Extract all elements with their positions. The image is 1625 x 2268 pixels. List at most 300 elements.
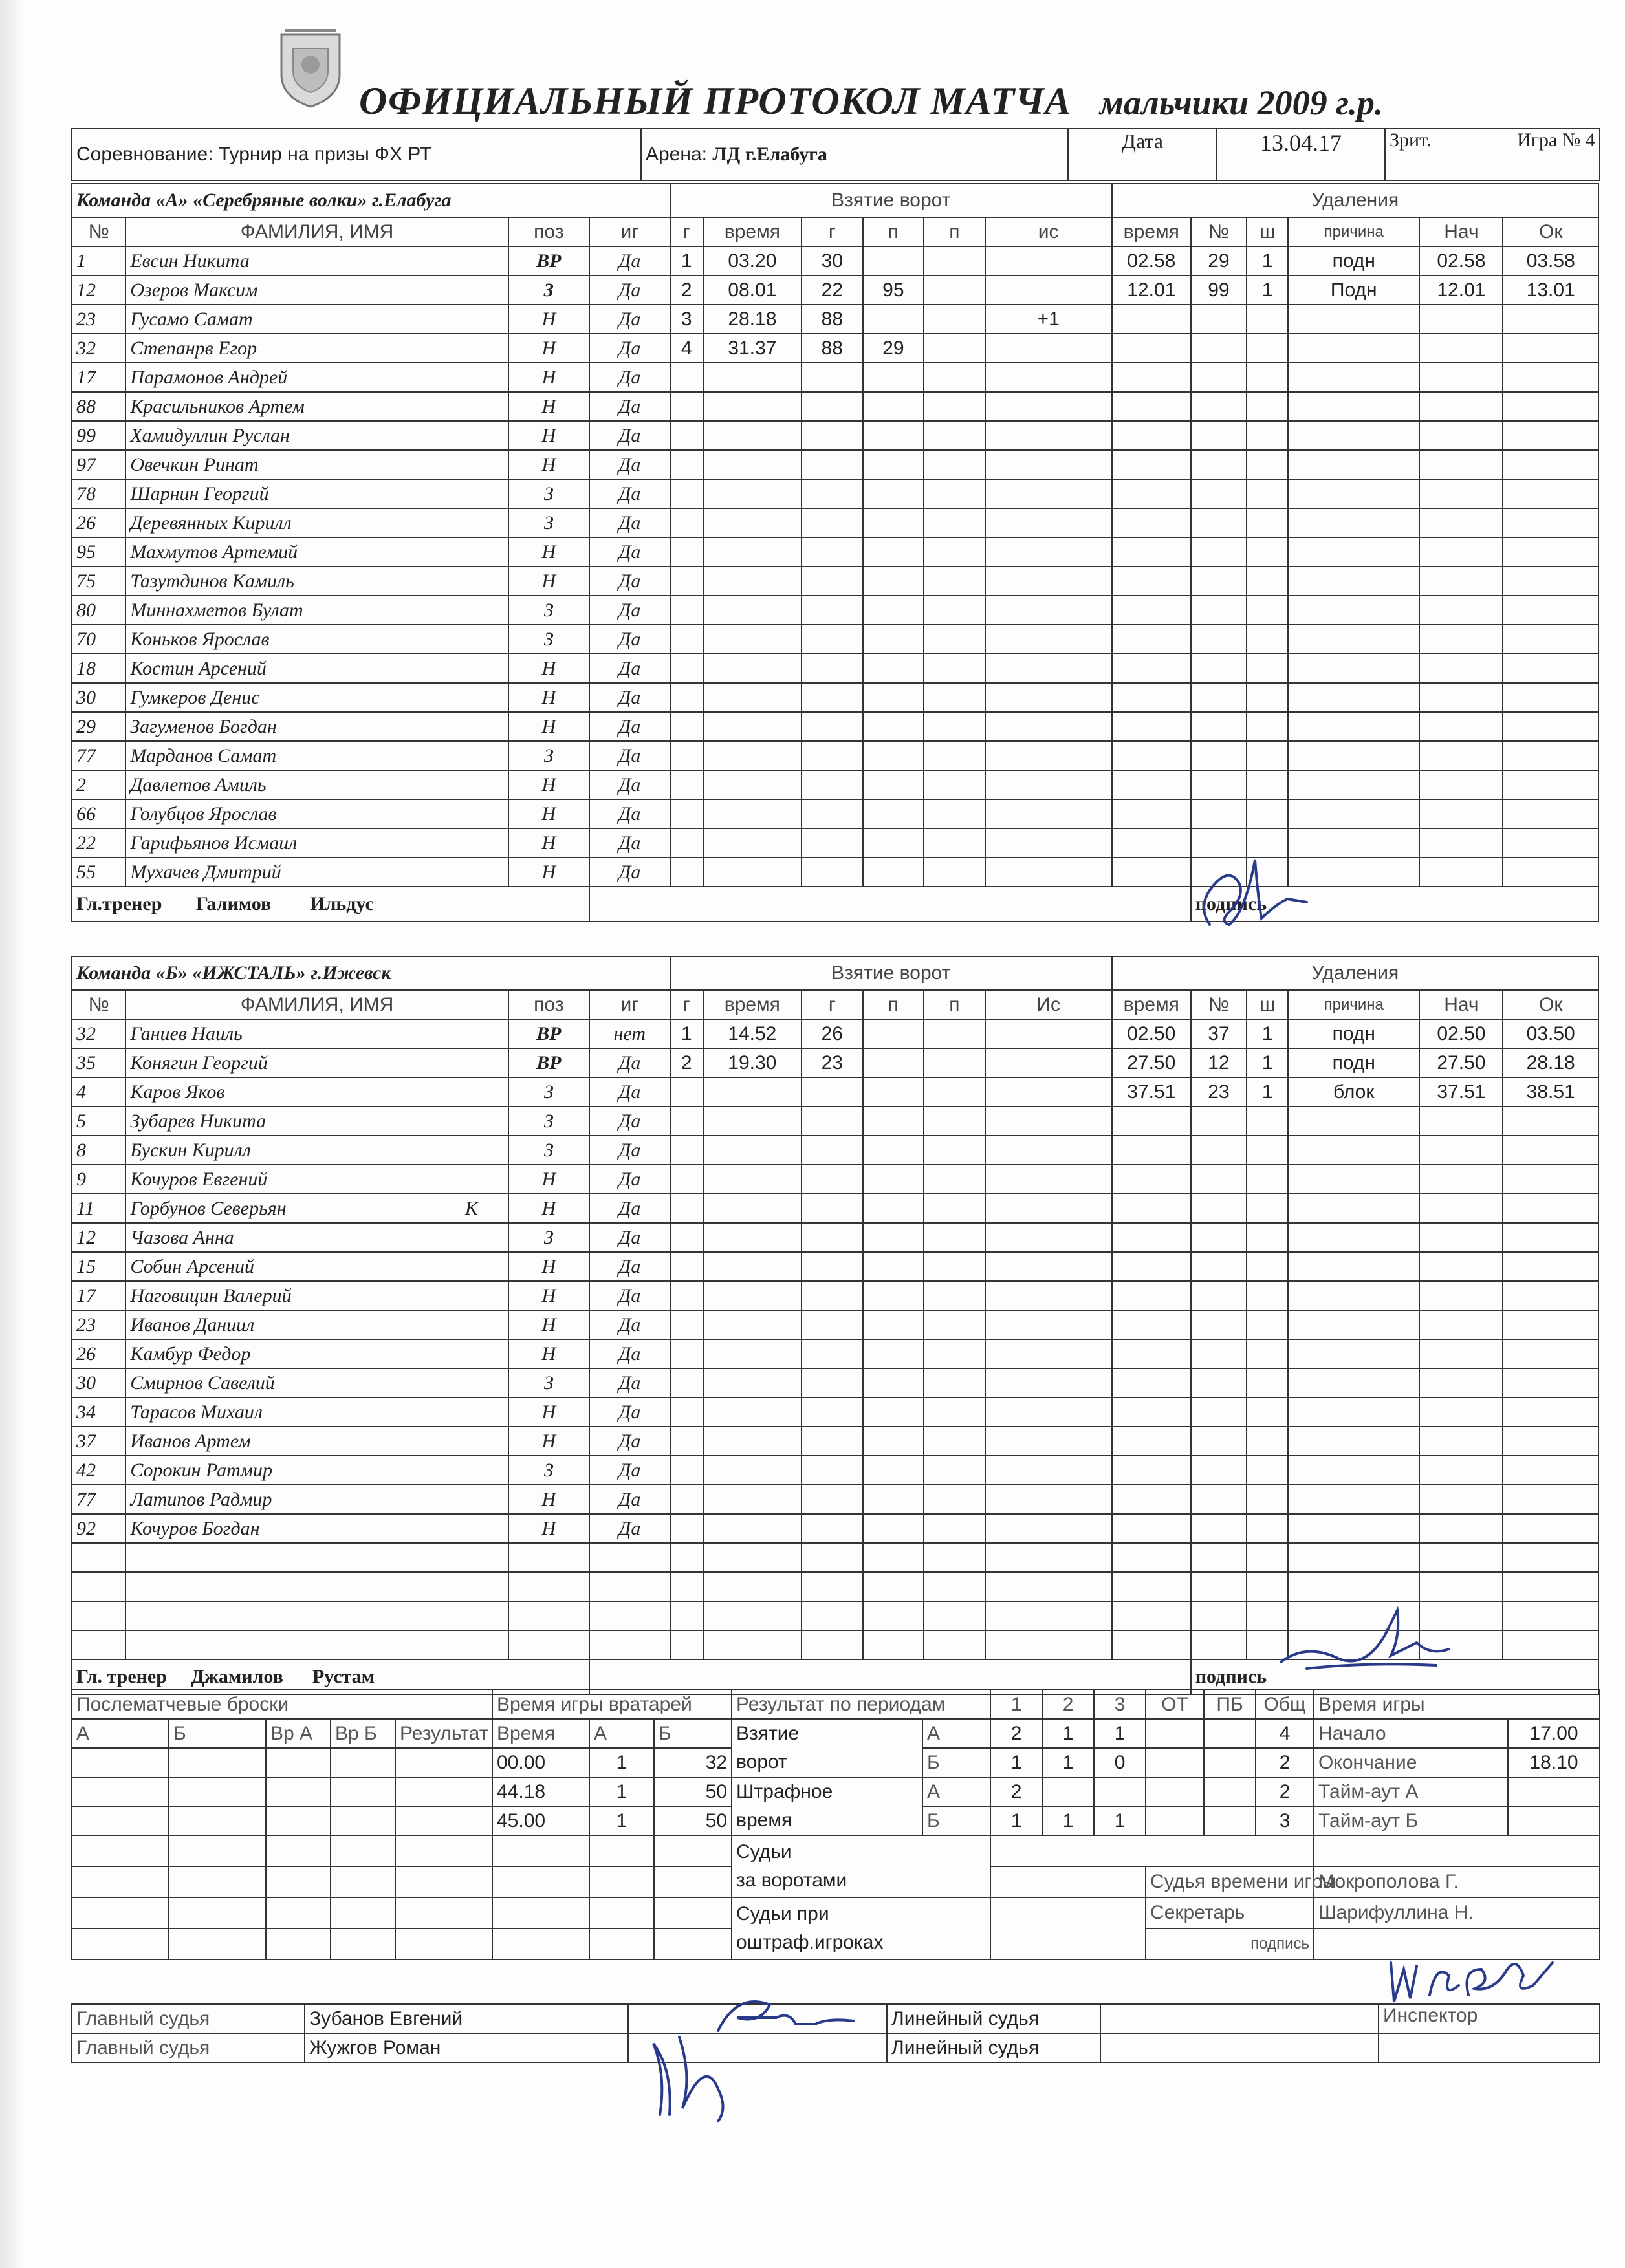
goal-time: 19.30 — [703, 1048, 802, 1077]
goal-assist-2 — [924, 1339, 985, 1368]
player-name — [125, 1601, 508, 1630]
goal-number — [670, 421, 703, 450]
penalty-end — [1503, 625, 1598, 654]
team-a-coach-cell — [72, 887, 589, 922]
player-played: Да — [589, 1136, 670, 1165]
goal-situation — [985, 625, 1112, 654]
player-number: 35 — [72, 1048, 125, 1077]
team-b-row — [72, 1485, 1598, 1514]
goal-situation — [985, 450, 1112, 479]
spectators-game-cell — [1385, 129, 1600, 180]
goal-situation — [985, 1223, 1112, 1252]
penalty-player — [1191, 1601, 1247, 1630]
penalty-time — [1112, 1572, 1191, 1601]
team-a-row — [72, 275, 1598, 305]
timeout-b-label: Тайм-аут Б — [1314, 1806, 1508, 1835]
penalty-player — [1191, 1252, 1247, 1281]
penalty-minutes — [1247, 1514, 1288, 1543]
penalty-end — [1503, 770, 1598, 799]
col-pen-num: № — [1191, 990, 1247, 1019]
penalty-end — [1503, 1368, 1598, 1398]
pen-a-total: 2 — [1256, 1777, 1314, 1806]
penalty-minutes — [1247, 1165, 1288, 1194]
penalty-time — [1112, 1456, 1191, 1485]
penalty-time — [1112, 799, 1191, 828]
col-goal-number: г — [670, 217, 703, 246]
col-goal-situation: ис — [985, 217, 1112, 246]
goal-assist-1 — [863, 246, 924, 275]
goal-number — [670, 1398, 703, 1427]
secretary-label: Секретарь — [1146, 1897, 1314, 1928]
penalty-start — [1419, 770, 1503, 799]
goal-assist-2 — [924, 567, 985, 596]
col-assist-2: п — [924, 990, 985, 1019]
pen-a-p1: 2 — [990, 1777, 1042, 1806]
penalty-reason — [1288, 567, 1419, 596]
player-played — [589, 1572, 670, 1601]
goal-situation — [985, 1339, 1112, 1368]
goal-scorer — [802, 508, 863, 537]
player-position: Н — [508, 770, 589, 799]
game-time-title: Время игры — [1314, 1690, 1600, 1719]
goal-time: 31.37 — [703, 334, 802, 363]
penalty-player — [1191, 1543, 1247, 1572]
penalty-minutes — [1247, 479, 1288, 508]
goal-assist-1 — [863, 1398, 924, 1427]
penalty-start — [1419, 799, 1503, 828]
penalty-end — [1503, 683, 1598, 712]
goal-assist-2 — [924, 246, 985, 275]
team-b-row — [72, 1456, 1598, 1485]
goal-number — [670, 799, 703, 828]
goal-scorer — [802, 537, 863, 567]
penalty-minutes — [1247, 537, 1288, 567]
timekeeper-name: Мокрополова Г. — [1314, 1866, 1600, 1897]
col-assist-1: п — [863, 990, 924, 1019]
goal-assist-1 — [863, 1252, 924, 1281]
match-info-table — [71, 128, 1600, 181]
goal-number — [670, 1543, 703, 1572]
player-played: Да — [589, 1048, 670, 1077]
goal-situation — [985, 1165, 1112, 1194]
goal-scorer — [802, 421, 863, 450]
penalty-minutes — [1247, 1427, 1288, 1456]
penalty-end — [1503, 392, 1598, 421]
goal-time: 08.01 — [703, 275, 802, 305]
team-b-row — [72, 1107, 1598, 1136]
penalty-minutes — [1247, 741, 1288, 770]
player-position: Н — [508, 1281, 589, 1310]
goal-number — [670, 567, 703, 596]
player-name: Тарасов Михаил — [125, 1398, 508, 1427]
penalty-end — [1503, 654, 1598, 683]
pen-b-pb — [1204, 1806, 1256, 1835]
player-position: З — [508, 275, 589, 305]
goal-assist-1 — [863, 1223, 924, 1252]
gk-row-2-time: 44.18 — [492, 1777, 589, 1806]
penalty-player — [1191, 741, 1247, 770]
goal-situation — [985, 1019, 1112, 1048]
goal-assist-2 — [924, 1456, 985, 1485]
penalty-end — [1503, 799, 1598, 828]
penalty-reason: подн — [1288, 1019, 1419, 1048]
goal-scorer — [802, 1077, 863, 1107]
goal-time — [703, 858, 802, 887]
goal-assist-1 — [863, 828, 924, 858]
goal-number — [670, 1165, 703, 1194]
penalty-minutes — [1247, 1194, 1288, 1223]
player-name: Гарифьянов Исмаил — [125, 828, 508, 858]
player-played: Да — [589, 1194, 670, 1223]
goal-situation — [985, 1485, 1112, 1514]
penalty-minutes — [1247, 1456, 1288, 1485]
goal-number — [670, 1281, 703, 1310]
penalty-reason — [1288, 625, 1419, 654]
goal-assist-2 — [924, 1368, 985, 1398]
timekeeper-label: Судья времени игры — [1146, 1866, 1314, 1897]
penalty-reason — [1288, 1514, 1419, 1543]
goal-scorer — [802, 799, 863, 828]
goal-situation — [985, 1601, 1112, 1630]
player-name: Овечкин Ринат — [125, 450, 508, 479]
goal-situation — [985, 508, 1112, 537]
period-col-pb: ПБ — [1204, 1690, 1256, 1719]
goal-assist-1 — [863, 392, 924, 421]
penalty-minutes — [1247, 421, 1288, 450]
player-position: Н — [508, 828, 589, 858]
penalty-player — [1191, 479, 1247, 508]
col-num: № — [72, 217, 125, 246]
goal-time — [703, 537, 802, 567]
goal-assist-1 — [863, 1456, 924, 1485]
player-played: Да — [589, 305, 670, 334]
penalty-time-label — [732, 1777, 922, 1835]
team-a-row — [72, 741, 1598, 770]
goal-time — [703, 770, 802, 799]
penalty-player — [1191, 1165, 1247, 1194]
goal-assist-1 — [863, 596, 924, 625]
goal-scorer — [802, 1107, 863, 1136]
penalty-end — [1503, 1107, 1598, 1136]
goal-time — [703, 1630, 802, 1659]
penalty-time — [1112, 421, 1191, 450]
goal-situation — [985, 1310, 1112, 1339]
team-a-row — [72, 799, 1598, 828]
player-number: 92 — [72, 1514, 125, 1543]
captain-mark: К — [464, 1197, 478, 1219]
goal-assist-2 — [924, 1019, 985, 1048]
goal-number — [670, 1252, 703, 1281]
player-number: 8 — [72, 1136, 125, 1165]
goal-situation — [985, 479, 1112, 508]
player-name — [125, 1194, 508, 1223]
goal-assist-2 — [924, 1281, 985, 1310]
goal-scorer: 88 — [802, 334, 863, 363]
penalty-end — [1503, 363, 1598, 392]
pen-b-ot — [1146, 1806, 1204, 1835]
goal-assist-2 — [924, 1194, 985, 1223]
player-name: Гусамо Самат — [125, 305, 508, 334]
player-name: Ганиев Наиль — [125, 1019, 508, 1048]
goal-situation — [985, 334, 1112, 363]
goal-assist-2 — [924, 1048, 985, 1077]
team-b-row — [72, 1514, 1598, 1543]
player-number — [72, 1630, 125, 1659]
penalty-player — [1191, 334, 1247, 363]
penalty-judges-label-2: оштраф.игроках — [736, 1932, 884, 1953]
player-position: Н — [508, 654, 589, 683]
player-name: Голубцов Ярослав — [125, 799, 508, 828]
penalty-reason — [1288, 450, 1419, 479]
goal-situation — [985, 1630, 1112, 1659]
goal-assist-1 — [863, 567, 924, 596]
penalty-label-2: время — [736, 1809, 792, 1831]
col-name: ФАМИЛИЯ, ИМЯ — [125, 990, 508, 1019]
col-pen-time: время — [1112, 217, 1191, 246]
goal-number — [670, 1368, 703, 1398]
line-referee-1 — [1100, 2004, 1379, 2033]
goal-number: 1 — [670, 1019, 703, 1048]
penalty-time — [1112, 1485, 1191, 1514]
team-b-title: Команда «Б» «ИЖСТАЛЬ» г.Ижевск — [72, 956, 670, 990]
penalty-end — [1503, 334, 1598, 363]
player-played: Да — [589, 567, 670, 596]
penalty-reason — [1288, 1456, 1419, 1485]
goal-situation — [985, 1514, 1112, 1543]
penalty-player — [1191, 1107, 1247, 1136]
player-played: Да — [589, 421, 670, 450]
goal-number: 2 — [670, 275, 703, 305]
penalty-time — [1112, 596, 1191, 625]
line-referee-label-1: Линейный судья — [887, 2004, 1100, 2033]
goal-number — [670, 392, 703, 421]
penalty-start — [1419, 683, 1503, 712]
age-category: мальчики 2009 г.р. — [1100, 83, 1384, 122]
goal-scorer — [802, 1398, 863, 1427]
goal-assist-2 — [924, 508, 985, 537]
goal-judges-cell — [732, 1835, 990, 1897]
goal-number: 2 — [670, 1048, 703, 1077]
penalty-time — [1112, 625, 1191, 654]
line-referee-2 — [1100, 2033, 1379, 2062]
goal-scorer — [802, 1572, 863, 1601]
goal-number — [670, 1630, 703, 1659]
penalty-start — [1419, 1107, 1503, 1136]
team-a-row — [72, 858, 1598, 887]
goal-situation — [985, 1572, 1112, 1601]
player-number: 15 — [72, 1252, 125, 1281]
penalty-end — [1503, 1572, 1598, 1601]
goal-scorer — [802, 654, 863, 683]
player-position: Н — [508, 858, 589, 887]
goal-assist-1 — [863, 1368, 924, 1398]
penalty-start — [1419, 479, 1503, 508]
penalty-reason — [1288, 334, 1419, 363]
player-played — [589, 1601, 670, 1630]
goal-number — [670, 741, 703, 770]
goal-situation — [985, 1136, 1112, 1165]
player-played: Да — [589, 1223, 670, 1252]
summary-table — [71, 1689, 1600, 1960]
gk-row-1-b: 32 — [654, 1748, 732, 1777]
penalty-time — [1112, 828, 1191, 858]
team-a-row — [72, 712, 1598, 741]
penalty-player — [1191, 508, 1247, 537]
goal-assist-2 — [924, 1514, 985, 1543]
inspector-label: Инспектор — [1379, 2004, 1600, 2033]
team-a-row — [72, 770, 1598, 799]
penalty-time — [1112, 858, 1191, 887]
player-name: Смирнов Савелий — [125, 1368, 508, 1398]
date-label: Дата — [1068, 129, 1217, 180]
team-b-row — [72, 1077, 1598, 1107]
penalty-start — [1419, 1223, 1503, 1252]
goal-scorer — [802, 567, 863, 596]
goals-b-p2: 1 — [1042, 1748, 1094, 1777]
goal-scorer — [802, 683, 863, 712]
team-a-row — [72, 654, 1598, 683]
penalty-reason — [1288, 1339, 1419, 1368]
goals-b-ot — [1146, 1748, 1204, 1777]
penalty-player — [1191, 654, 1247, 683]
penalty-minutes: 1 — [1247, 1019, 1288, 1048]
player-position: Н — [508, 421, 589, 450]
goal-time — [703, 1543, 802, 1572]
penalty-end — [1503, 1252, 1598, 1281]
player-number: 32 — [72, 334, 125, 363]
goal-scorer — [802, 1427, 863, 1456]
penalty-start: 37.51 — [1419, 1077, 1503, 1107]
goal-assist-2 — [924, 1572, 985, 1601]
goal-assist-2 — [924, 1543, 985, 1572]
penalty-end — [1503, 1543, 1598, 1572]
player-name: Наговицин Валерий — [125, 1281, 508, 1310]
team-a-row — [72, 683, 1598, 712]
goal-assist-1 — [863, 683, 924, 712]
penalty-end — [1503, 1456, 1598, 1485]
team-b-row — [72, 1194, 1598, 1223]
penalty-reason — [1288, 1165, 1419, 1194]
col-goal-time: время — [703, 217, 802, 246]
penalty-end — [1503, 1514, 1598, 1543]
player-name: Латипов Радмир — [125, 1485, 508, 1514]
penalty-end — [1503, 1427, 1598, 1456]
main-referee-label-2: Главный судья — [72, 2033, 305, 2062]
penalty-start — [1419, 421, 1503, 450]
player-played: Да — [589, 858, 670, 887]
goal-number — [670, 858, 703, 887]
shootout-col-b: Б — [169, 1719, 266, 1748]
goal-time — [703, 1572, 802, 1601]
player-number: 18 — [72, 654, 125, 683]
penalty-start — [1419, 596, 1503, 625]
penalty-reason — [1288, 1252, 1419, 1281]
goal-scorer — [802, 1310, 863, 1339]
col-played: иг — [589, 217, 670, 246]
main-referee-signature — [621, 1979, 873, 2128]
penalty-time — [1112, 334, 1191, 363]
goal-assist-2 — [924, 1485, 985, 1514]
penalty-minutes — [1247, 1107, 1288, 1136]
goal-time — [703, 1339, 802, 1368]
team-a-row — [72, 625, 1598, 654]
goal-assist-2 — [924, 1136, 985, 1165]
goal-time — [703, 1136, 802, 1165]
col-pen-start: Нач — [1419, 990, 1503, 1019]
penalty-minutes — [1247, 596, 1288, 625]
penalty-player — [1191, 1368, 1247, 1398]
player-played — [589, 1543, 670, 1572]
goal-time — [703, 567, 802, 596]
goal-situation: +1 — [985, 305, 1112, 334]
penalty-end — [1503, 1398, 1598, 1427]
penalty-start — [1419, 392, 1503, 421]
gk-row-2-b: 50 — [654, 1777, 732, 1806]
goal-scorer: 23 — [802, 1048, 863, 1077]
goal-situation — [985, 1398, 1112, 1427]
penalty-player — [1191, 537, 1247, 567]
goal-time — [703, 596, 802, 625]
goal-assist-2 — [924, 799, 985, 828]
penalty-reason — [1288, 683, 1419, 712]
team-b-signature-label: подпись — [1195, 1666, 1267, 1687]
goalie-time-title: Время игры вратарей — [492, 1690, 732, 1719]
team-a-row — [72, 392, 1598, 421]
player-played: Да — [589, 479, 670, 508]
penalty-end — [1503, 305, 1598, 334]
player-position: Н — [508, 799, 589, 828]
penalty-minutes — [1247, 799, 1288, 828]
period-col-3: 3 — [1094, 1690, 1146, 1719]
goal-assist-2 — [924, 741, 985, 770]
gk-row-3-time: 45.00 — [492, 1806, 589, 1835]
team-a-row — [72, 508, 1598, 537]
col-name: ФАМИЛИЯ, ИМЯ — [125, 217, 508, 246]
penalty-time — [1112, 1194, 1191, 1223]
team-b-row — [72, 1368, 1598, 1398]
goal-number — [670, 1514, 703, 1543]
goal-assist-1: 29 — [863, 334, 924, 363]
player-position: Н — [508, 1165, 589, 1194]
player-name — [125, 1572, 508, 1601]
gk-row-3-a: 1 — [589, 1806, 654, 1835]
penalty-player — [1191, 1223, 1247, 1252]
end-time-label: Окончание — [1314, 1748, 1508, 1777]
goal-assist-1 — [863, 654, 924, 683]
penalty-start: 02.50 — [1419, 1019, 1503, 1048]
goal-time — [703, 625, 802, 654]
penalty-start — [1419, 858, 1503, 887]
penalty-minutes — [1247, 334, 1288, 363]
penalty-player — [1191, 1572, 1247, 1601]
goal-situation — [985, 1427, 1112, 1456]
team-b-row — [72, 1136, 1598, 1165]
penalty-player — [1191, 305, 1247, 334]
player-name — [125, 1543, 508, 1572]
col-pen-num: № — [1191, 217, 1247, 246]
penalty-start — [1419, 1252, 1503, 1281]
goal-assist-2 — [924, 858, 985, 887]
player-number: 23 — [72, 1310, 125, 1339]
player-name: Чазова Анна — [125, 1223, 508, 1252]
goals-a-total: 4 — [1256, 1719, 1314, 1748]
penalty-end — [1503, 596, 1598, 625]
penalty-minutes — [1247, 305, 1288, 334]
penalty-minutes — [1247, 1339, 1288, 1368]
col-pos: поз — [508, 217, 589, 246]
goal-assist-1 — [863, 770, 924, 799]
scan-edge-shadow — [0, 0, 25, 2268]
